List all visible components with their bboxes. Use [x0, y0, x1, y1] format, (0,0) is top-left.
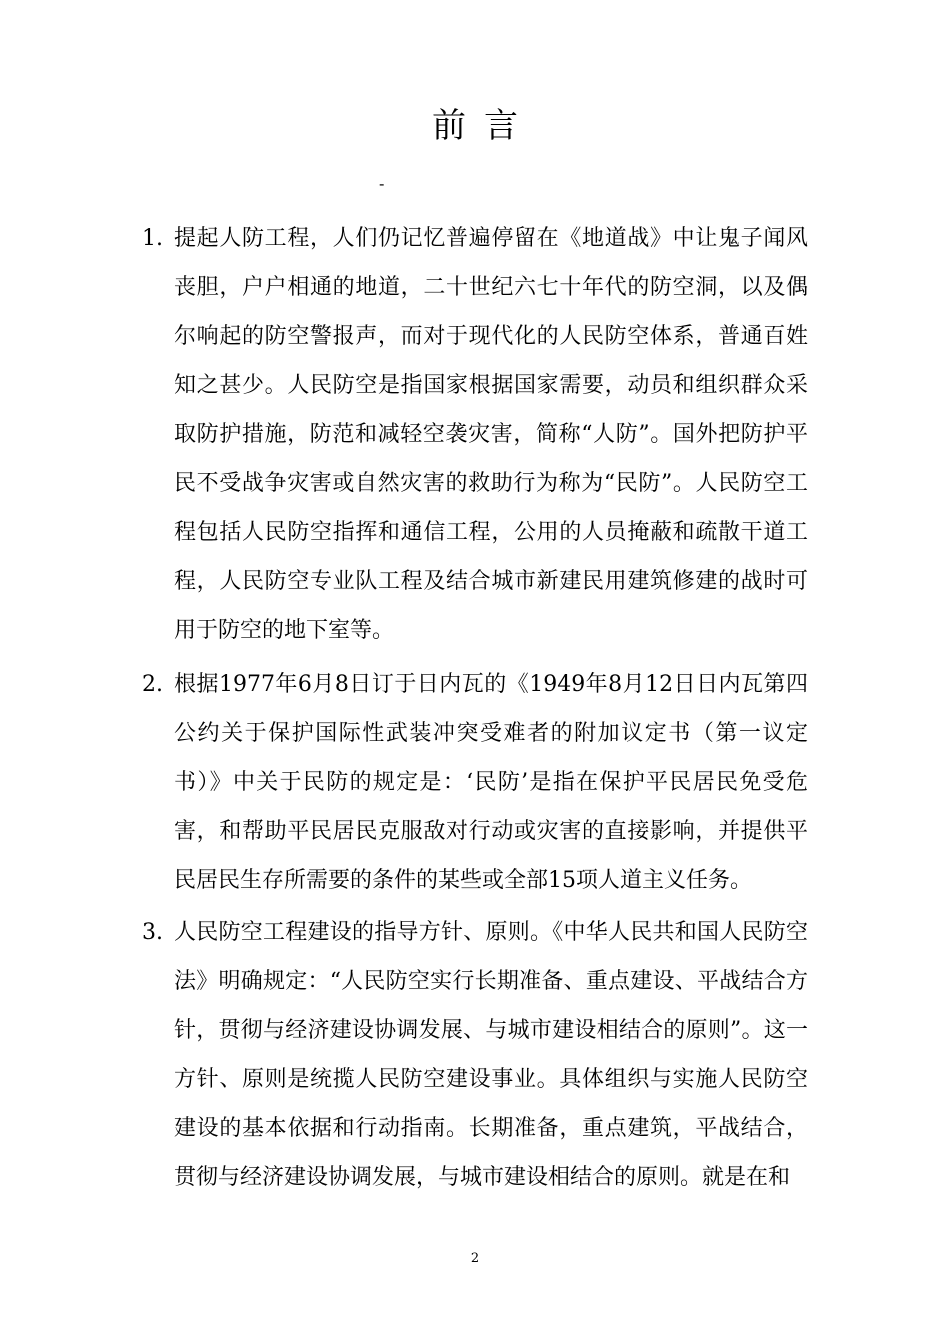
list-item-text: 人民防空工程建设的指导方针、原则。《中华人民共和国人民防空法》明确规定：“人民防空实行长期准备、重点建设、平战结合方针，贯彻与经济建设协调发展、与城市建设相结合的原则”。这一方针、原则是统揽人民防空建设事业。具体组织与实施人民防空建设的基本依据和行动指南。长期准备，重点建筑，平战结合，贯彻与经济建设协调发展，与城市建设相结合的原则。就是在和 — [174, 920, 808, 1190]
list-item-number: 3. — [142, 920, 163, 945]
list-item-text: 根据1977年6月8日订于日内瓦的《1949年8月12日日内瓦第四公约关于保护国际性武装冲突受难者的附加议定书（第一议定书）》中关于民防的规定是：‘民防’是指在保护平民居民免受危害，和帮助平民居民克服敌对行动或灾害的直接影响，并提供平民居民生存所需要的条件的某些或全部15项人道主义任务。 — [174, 672, 808, 893]
list-item-number: 2. — [142, 672, 163, 697]
list-item — [142, 660, 808, 905]
dash-marker: - — [379, 174, 385, 193]
list-item-number: 1. — [142, 226, 163, 251]
list-item-text: 提起人防工程，人们仍记忆普遍停留在《地道战》中让鬼子闻风丧胆，户户相通的地道，二十世纪六七十年代的防空洞，以及偶尔响起的防空警报声，而对于现代化的人民防空体系，普通百姓知之甚少。人民防空是指国家根据国家需要，动员和组织群众采取防护措施，防范和减轻空袭灾害，简称“人防”。国外把防护平民不受战争灾害或自然灾害的救助行为称为“民防”。人民防空工程包括人民防空指挥和通信工程，公用的人员掩蔽和疏散干道工程，人民防空专业队工程及结合城市新建民用建筑修建的战时可用于防空的地下室等。 — [174, 226, 808, 643]
page-number: 2 — [470, 1251, 480, 1266]
list-item — [142, 214, 808, 655]
page-title: 前言 — [432, 106, 536, 146]
list-item — [142, 908, 808, 1202]
